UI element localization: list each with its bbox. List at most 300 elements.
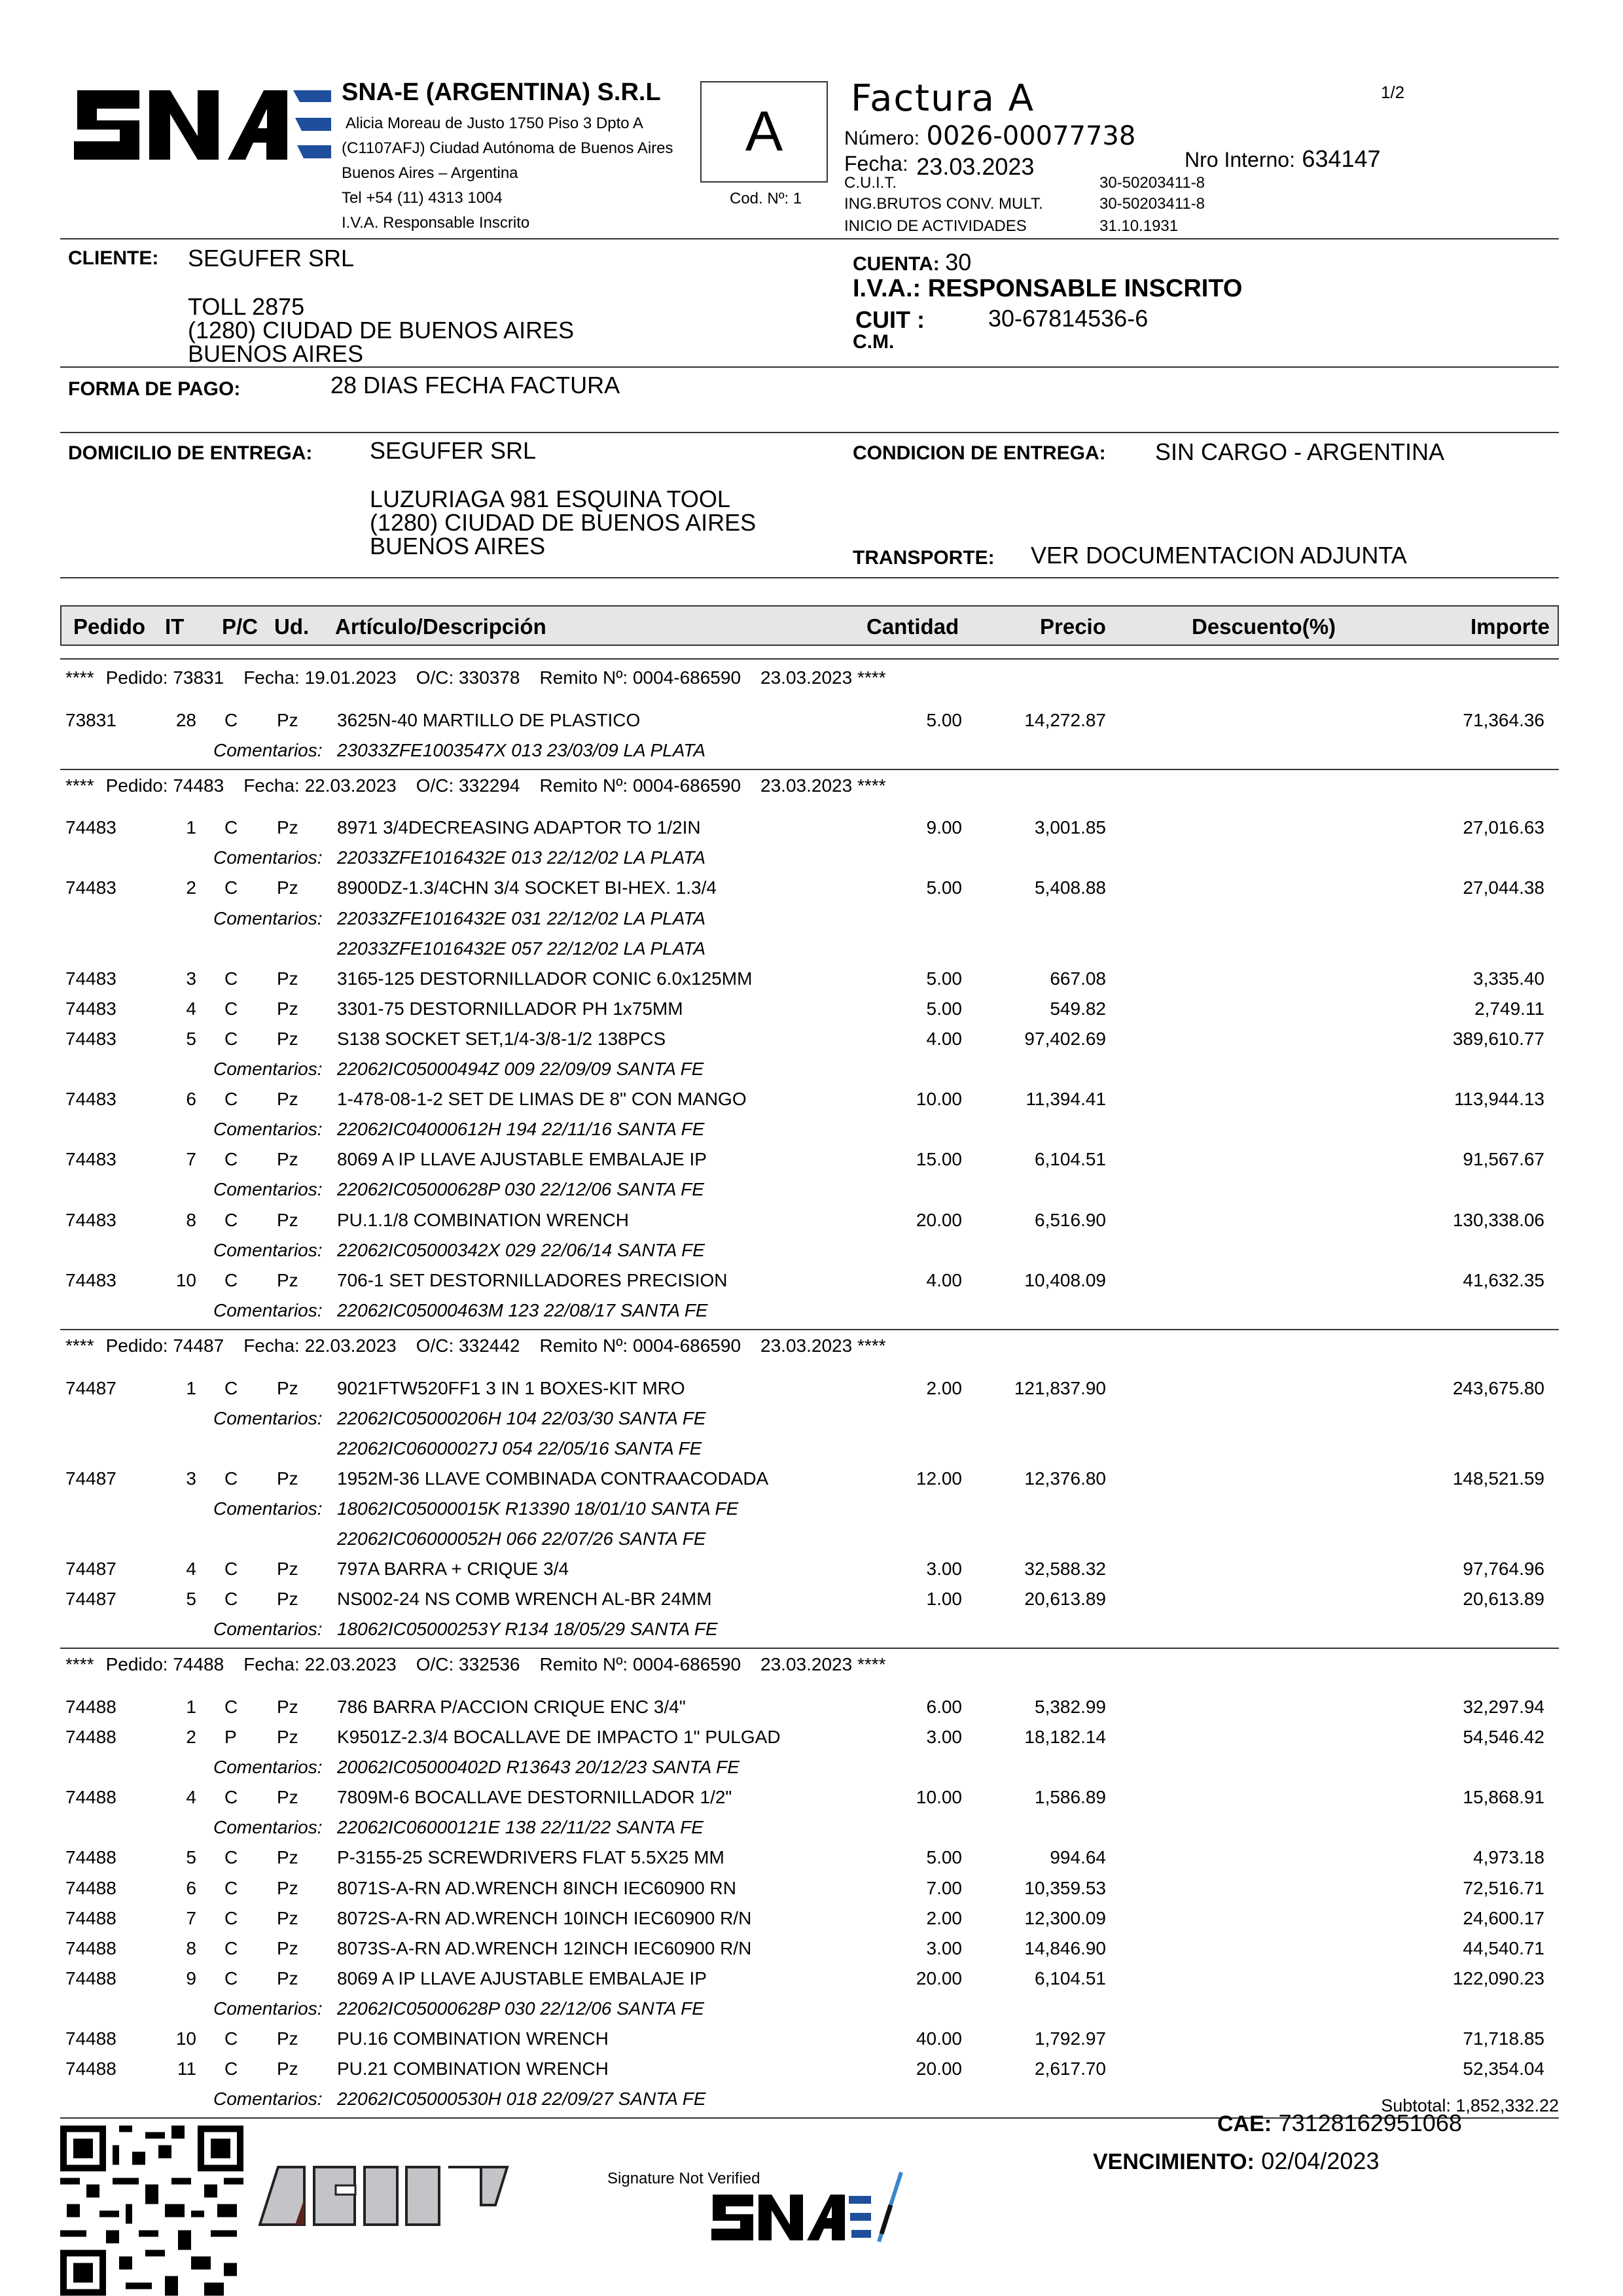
comment-text: 20062IC05000402D R13643 20/12/23 SANTA FE: [337, 1757, 740, 1778]
col-cantidad: Cantidad: [866, 614, 959, 639]
comment-label: Comentarios:: [213, 1119, 323, 1140]
comment-text: 22062IC06000052H 066 22/07/26 SANTA FE: [337, 1528, 706, 1549]
cell-pedido: 74483: [65, 1269, 116, 1290]
cell-precio: 18,182.14: [1024, 1727, 1106, 1748]
payment-label: FORMA DE PAGO:: [68, 378, 241, 400]
cuenta-row: [853, 249, 971, 276]
cell-importe: 113,944.13: [1454, 1089, 1544, 1110]
cell-descripcion: PU.16 COMBINATION WRENCH: [337, 2028, 609, 2049]
comment-text: 22033ZFE1016432E 013 22/12/02 LA PLATA: [337, 847, 706, 868]
company-address-1: Alicia Moreau de Justo 1750 Piso 3 Dpto A: [346, 115, 643, 132]
cell-descripcion: PU.1.1/8 COMBINATION WRENCH: [337, 1209, 629, 1230]
cell-importe: 97,764.96: [1463, 1559, 1544, 1580]
cell-pc: C: [224, 877, 238, 898]
invoice-number-label: Número:: [844, 128, 920, 149]
cell-cantidad: 4.00: [926, 1028, 962, 1049]
cell-pedido: 74487: [65, 1589, 116, 1610]
cell-it: 3: [186, 968, 196, 989]
cell-descripcion: PU.21 COMBINATION WRENCH: [337, 2058, 609, 2079]
cell-pedido: 74488: [65, 1968, 116, 1988]
comment-label: Comentarios:: [213, 847, 323, 868]
order-header-remito-date: 23.03.2023 ****: [760, 1335, 886, 1356]
comment-text: 22062IC06000121E 138 22/11/22 SANTA FE: [337, 1817, 704, 1838]
comment-row: [0, 908, 1623, 934]
comment-text: 22062IC05000463M 123 22/08/17 SANTA FE: [337, 1299, 708, 1320]
comment-row: [0, 1998, 1623, 2024]
cell-ud: Pz: [277, 1468, 298, 1489]
client-name: SEGUFER SRL: [188, 245, 355, 272]
cell-precio: 12,300.09: [1024, 1907, 1106, 1928]
comment-label: Comentarios:: [213, 1299, 323, 1320]
company-address-2: (C1107AFJ) Ciudad Autónoma de Buenos Aires: [342, 139, 673, 157]
delivery-condition-label: CONDICION DE ENTREGA:: [853, 442, 1106, 464]
comment-row: [0, 1179, 1623, 1205]
comment-row: [0, 847, 1623, 874]
cell-it: 7: [186, 1149, 196, 1170]
client-address-3: BUENOS AIRES: [188, 340, 364, 367]
cell-precio: 20,613.89: [1024, 1589, 1106, 1610]
order-header-remito: Remito Nº: 0004-686590: [539, 775, 741, 796]
cell-ud: Pz: [277, 1696, 298, 1717]
cell-it: 8: [186, 1209, 196, 1230]
order-header-stars: ****: [65, 1335, 94, 1356]
table-row: [0, 998, 1623, 1025]
cell-precio: 10,408.09: [1024, 1269, 1106, 1290]
cell-precio: 6,104.51: [1035, 1968, 1106, 1988]
table-row: [0, 1968, 1623, 1994]
client-address-1: TOLL 2875: [188, 293, 305, 320]
delivery-address-3: BUENOS AIRES: [370, 533, 546, 559]
comment-label: Comentarios:: [213, 1407, 323, 1428]
table-row: [0, 1559, 1623, 1585]
order-header-stars: ****: [65, 1654, 94, 1675]
order-header-remito: Remito Nº: 0004-686590: [539, 1335, 741, 1356]
delivery-name: SEGUFER SRL: [370, 437, 537, 464]
order-header-fecha: Fecha: 19.01.2023: [243, 667, 397, 688]
comment-label: Comentarios:: [213, 1179, 323, 1200]
cell-pc: C: [224, 1028, 238, 1049]
col-pc: P/C: [222, 614, 259, 639]
cell-it: 1: [186, 1377, 196, 1398]
cell-ud: Pz: [277, 1937, 298, 1958]
cell-importe: 27,044.38: [1463, 877, 1544, 898]
cell-descripcion: P-3155-25 SCREWDRIVERS FLAT 5.5X25 MM: [337, 1847, 724, 1868]
cae-label: CAE:: [1217, 2111, 1272, 2136]
comment-text: 22033ZFE1016432E 057 22/12/02 LA PLATA: [337, 938, 706, 959]
comment-text: 22062IC06000027J 054 22/05/16 SANTA FE: [337, 1438, 702, 1458]
cell-importe: 41,632.35: [1463, 1269, 1544, 1290]
cell-pedido: 74483: [65, 1149, 116, 1170]
cell-ud: Pz: [277, 1589, 298, 1610]
comment-label: Comentarios:: [213, 908, 323, 928]
cell-pc: P: [224, 1727, 237, 1748]
company-name: SNA-E (ARGENTINA) S.R.L: [342, 79, 661, 106]
cell-cantidad: 15.00: [916, 1149, 962, 1170]
cell-descripcion: 8069 A IP LLAVE AJUSTABLE EMBALAJE IP: [337, 1968, 707, 1988]
sna-logo: [71, 77, 332, 169]
vencimiento-value: 02/04/2023: [1261, 2147, 1380, 2174]
cell-pedido: 74488: [65, 2028, 116, 2049]
client-cuit-label: CUIT :: [855, 306, 925, 333]
comment-row: [0, 740, 1623, 766]
cell-it: 11: [177, 2058, 196, 2079]
comment-label: Comentarios:: [213, 1619, 323, 1640]
cell-pedido: 74487: [65, 1468, 116, 1489]
comment-text: 22062IC05000342X 029 22/06/14 SANTA FE: [337, 1239, 705, 1260]
col-precio: Precio: [1040, 614, 1106, 639]
vencimiento-label: VENCIMIENTO:: [1093, 2149, 1255, 2174]
divider: [60, 432, 1559, 433]
order-header: [65, 667, 906, 688]
comment-text: 22062IC05000628P 030 22/12/06 SANTA FE: [337, 1998, 704, 2019]
cell-importe: 243,675.80: [1452, 1377, 1544, 1398]
cell-importe: 54,546.42: [1463, 1727, 1544, 1748]
cell-pedido: 74488: [65, 1696, 116, 1717]
cell-precio: 994.64: [1050, 1847, 1106, 1868]
cell-descripcion: 797A BARRA + CRIQUE 3/4: [337, 1559, 569, 1580]
cell-precio: 11,394.41: [1026, 1089, 1106, 1110]
table-row: [0, 1727, 1623, 1753]
cuenta-label: CUENTA:: [853, 253, 940, 275]
invoice-code: Cod. Nº: 1: [730, 190, 802, 207]
cell-pc: C: [224, 1089, 238, 1110]
cell-ud: Pz: [277, 1377, 298, 1398]
cell-it: 10: [175, 2028, 196, 2049]
cuit-value: 30-50203411-8: [1099, 174, 1205, 192]
cell-importe: 3,335.40: [1473, 968, 1544, 989]
col-ud: Ud.: [274, 614, 310, 639]
comment-row: [0, 1757, 1623, 1783]
cell-descripcion: 8900DZ-1.3/4CHN 3/4 SOCKET BI-HEX. 1.3/4: [337, 877, 717, 898]
cell-precio: 6,516.90: [1035, 1209, 1106, 1230]
table-row: [0, 968, 1623, 995]
cell-cantidad: 20.00: [916, 2058, 962, 2079]
cell-pedido: 74488: [65, 1937, 116, 1958]
cell-pc: C: [224, 817, 238, 838]
table-row: [0, 2028, 1623, 2055]
cell-ud: Pz: [277, 709, 298, 730]
afip-logo: [259, 2166, 514, 2231]
cell-it: 2: [186, 877, 196, 898]
table-header: [60, 605, 1559, 646]
table-row: [0, 1149, 1623, 1175]
comment-row: [0, 1240, 1623, 1266]
cell-cantidad: 12.00: [916, 1468, 962, 1489]
cell-ud: Pz: [277, 877, 298, 898]
invoice-number-row: [844, 121, 1135, 151]
delivery-address-1: LUZURIAGA 981 ESQUINA TOOL: [370, 486, 730, 512]
cell-precio: 1,792.97: [1035, 2028, 1106, 2049]
cell-cantidad: 7.00: [926, 1877, 962, 1898]
client-address-2: (1280) CIUDAD DE BUENOS AIRES: [188, 317, 575, 344]
cell-importe: 72,516.71: [1463, 1877, 1544, 1898]
cell-importe: 15,868.91: [1463, 1787, 1544, 1808]
cell-precio: 1,586.89: [1035, 1787, 1106, 1808]
cell-precio: 14,846.90: [1024, 1937, 1106, 1958]
cell-cantidad: 9.00: [926, 817, 962, 838]
comment-text: 22062IC05000494Z 009 22/09/09 SANTA FE: [337, 1059, 704, 1080]
ingbrutos-value: 30-50203411-8: [1099, 195, 1205, 213]
cell-ud: Pz: [277, 1727, 298, 1748]
cell-descripcion: 8069 A IP LLAVE AJUSTABLE EMBALAJE IP: [337, 1149, 707, 1170]
cell-cantidad: 40.00: [916, 2028, 962, 2049]
comment-row: [0, 1438, 1623, 1464]
company-address-3: Buenos Aires – Argentina: [342, 164, 518, 182]
cell-descripcion: 8971 3/4DECREASING ADAPTOR TO 1/2IN: [337, 817, 701, 838]
company-phone: Tel +54 (11) 4313 1004: [342, 189, 503, 207]
cell-importe: 24,600.17: [1463, 1907, 1544, 1928]
cell-it: 4: [186, 998, 196, 1019]
cell-precio: 32,588.32: [1024, 1559, 1106, 1580]
table-row: [0, 1847, 1623, 1873]
cell-importe: 71,364.36: [1463, 709, 1544, 730]
cell-it: 5: [186, 1589, 196, 1610]
cell-pc: C: [224, 1209, 238, 1230]
subtotal: Subtotal: 1,852,332.22: [1381, 2096, 1559, 2115]
signature-status: Signature Not Verified: [607, 2170, 760, 2187]
cell-ud: Pz: [277, 1847, 298, 1868]
cell-it: 5: [186, 1028, 196, 1049]
cell-pedido: 74483: [65, 1209, 116, 1230]
cell-pc: C: [224, 1468, 238, 1489]
invoice-date: 23.03.2023: [916, 153, 1035, 180]
cell-precio: 121,837.90: [1014, 1377, 1106, 1398]
table-row: [0, 1029, 1623, 1055]
cell-pc: C: [224, 968, 238, 989]
cell-importe: 91,567.67: [1463, 1149, 1544, 1170]
client-iva-row: [853, 275, 1242, 303]
invoice-date-row: [844, 149, 1035, 180]
order-header-fecha: Fecha: 22.03.2023: [243, 1654, 397, 1675]
comment-row: [0, 1528, 1623, 1555]
cell-pedido: 74488: [65, 1847, 116, 1868]
invoice-date-label: Fecha:: [844, 152, 908, 175]
cell-pedido: 74483: [65, 968, 116, 989]
order-header: [65, 1654, 906, 1675]
cell-pc: C: [224, 709, 238, 730]
cell-ud: Pz: [277, 1089, 298, 1110]
cell-descripcion: 1952M-36 LLAVE COMBINADA CONTRAACODADA: [337, 1468, 769, 1489]
comment-text: 18062IC05000015K R13390 18/01/10 SANTA FE: [337, 1498, 739, 1519]
cell-precio: 6,104.51: [1035, 1149, 1106, 1170]
table-row: [0, 1697, 1623, 1723]
comment-label: Comentarios:: [213, 1059, 323, 1080]
comment-row: [0, 1817, 1623, 1843]
table-row: [0, 1270, 1623, 1296]
table-row: [0, 817, 1623, 843]
cell-importe: 44,540.71: [1463, 1937, 1544, 1958]
order-header-fecha: Fecha: 22.03.2023: [243, 775, 397, 796]
cell-importe: 71,718.85: [1463, 2028, 1544, 2049]
cell-precio: 12,376.80: [1024, 1468, 1106, 1489]
cell-pedido: 74488: [65, 1907, 116, 1928]
delivery-address-2: (1280) CIUDAD DE BUENOS AIRES: [370, 509, 757, 536]
cell-precio: 2,617.70: [1035, 2058, 1106, 2079]
delivery-condition-value: SIN CARGO - ARGENTINA: [1155, 438, 1445, 465]
cell-descripcion: 786 BARRA P/ACCION CRIQUE ENC 3/4": [337, 1696, 686, 1717]
cell-importe: 2,749.11: [1474, 998, 1544, 1019]
cell-cantidad: 5.00: [926, 709, 962, 730]
col-descripcion: Artículo/Descripción: [335, 614, 546, 639]
order-header-oc: O/C: 332442: [416, 1335, 520, 1356]
cell-it: 6: [186, 1089, 196, 1110]
cell-descripcion: 8071S-A-RN AD.WRENCH 8INCH IEC60900 RN: [337, 1877, 736, 1898]
cell-ud: Pz: [277, 1209, 298, 1230]
table-row: [0, 1878, 1623, 1904]
comment-row: [0, 1059, 1623, 1085]
vencimiento-row: [1093, 2147, 1379, 2175]
cell-descripcion: 9021FTW520FF1 3 IN 1 BOXES-KIT MRO: [337, 1377, 685, 1398]
cell-cantidad: 6.00: [926, 1696, 962, 1717]
nro-interno: 634147: [1302, 145, 1381, 172]
comment-row: [0, 1498, 1623, 1525]
cell-pc: C: [224, 1847, 238, 1868]
comment-text: 22062IC05000206H 104 22/03/30 SANTA FE: [337, 1407, 706, 1428]
cell-it: 8: [186, 1937, 196, 1958]
table-row: [0, 1210, 1623, 1236]
payment-value: 28 DIAS FECHA FACTURA: [330, 372, 620, 398]
comment-text: 22062IC05000530H 018 22/09/27 SANTA FE: [337, 2089, 706, 2110]
cell-ud: Pz: [277, 1149, 298, 1170]
cell-ud: Pz: [277, 1559, 298, 1580]
divider: [60, 577, 1559, 578]
invoice-number: 0026-00077738: [926, 121, 1136, 151]
page-indicator: 1/2: [1381, 82, 1405, 102]
comment-text: 22033ZFE1016432E 031 22/12/02 LA PLATA: [337, 908, 706, 928]
nro-interno-row: [1185, 145, 1381, 173]
cell-ud: Pz: [277, 968, 298, 989]
cell-cantidad: 2.00: [926, 1377, 962, 1398]
comment-label: Comentarios:: [213, 1498, 323, 1519]
divider: [60, 1648, 1559, 1649]
cell-cantidad: 5.00: [926, 877, 962, 898]
cell-ud: Pz: [277, 2028, 298, 2049]
cell-pc: C: [224, 1937, 238, 1958]
comment-text: 23033ZFE1003547X 013 23/03/09 LA PLATA: [337, 739, 706, 760]
client-cm-label: C.M.: [853, 331, 895, 353]
order-header-pedido: Pedido: 74487: [105, 1335, 224, 1356]
cell-it: 6: [186, 1877, 196, 1898]
inicio-actividades-value: 31.10.1931: [1099, 217, 1179, 235]
cell-pc: C: [224, 1559, 238, 1580]
client-iva-label: I.V.A.:: [853, 275, 921, 302]
cell-cantidad: 20.00: [916, 1968, 962, 1988]
cell-importe: 20,613.89: [1463, 1589, 1544, 1610]
cell-descripcion: K9501Z-2.3/4 BOCALLAVE DE IMPACTO 1" PULGAD: [337, 1727, 781, 1748]
cell-it: 3: [186, 1468, 196, 1489]
cell-cantidad: 20.00: [916, 1209, 962, 1230]
cell-cantidad: 3.00: [926, 1559, 962, 1580]
order-header-remito-date: 23.03.2023 ****: [760, 667, 886, 688]
cell-pedido: 74488: [65, 1877, 116, 1898]
cell-ud: Pz: [277, 1028, 298, 1049]
cell-descripcion: 8073S-A-RN AD.WRENCH 12INCH IEC60900 R/N: [337, 1937, 752, 1958]
cell-pedido: 74483: [65, 817, 116, 838]
cell-pc: C: [224, 1877, 238, 1898]
cell-descripcion: 706-1 SET DESTORNILLADORES PRECISION: [337, 1269, 728, 1290]
cell-cantidad: 3.00: [926, 1937, 962, 1958]
client-cuit-value: 30-67814536-6: [988, 305, 1149, 332]
table-row: [0, 1589, 1623, 1615]
nro-interno-label: Nro Interno:: [1185, 148, 1295, 171]
table-row: [0, 1468, 1623, 1494]
divider: [60, 366, 1559, 368]
cell-precio: 5,408.88: [1035, 877, 1106, 898]
cuit-label: C.U.I.T.: [844, 174, 897, 192]
col-importe: Importe: [1470, 614, 1550, 639]
qr-code-icon: [60, 2125, 243, 2296]
table-row: [0, 710, 1623, 736]
divider: [60, 1329, 1559, 1330]
order-header-pedido: Pedido: 74488: [105, 1654, 224, 1675]
inicio-actividades-label: INICIO DE ACTIVIDADES: [844, 217, 1027, 235]
cell-ud: Pz: [277, 1877, 298, 1898]
cell-cantidad: 3.00: [926, 1727, 962, 1748]
cell-it: 7: [186, 1907, 196, 1928]
cell-pedido: 74487: [65, 1559, 116, 1580]
transport-label: TRANSPORTE:: [853, 547, 995, 569]
divider: [60, 238, 1559, 239]
cell-pedido: 74488: [65, 1787, 116, 1808]
cell-importe: 52,354.04: [1463, 2058, 1544, 2079]
divider: [60, 658, 1559, 660]
cell-pc: C: [224, 1269, 238, 1290]
cell-descripcion: 3625N-40 MARTILLO DE PLASTICO: [337, 709, 641, 730]
order-header: [65, 775, 906, 796]
cell-it: 28: [175, 709, 196, 730]
comment-label: Comentarios:: [213, 1239, 323, 1260]
cell-pc: C: [224, 1696, 238, 1717]
company-iva: I.V.A. Responsable Inscrito: [342, 214, 530, 232]
cell-cantidad: 5.00: [926, 998, 962, 1019]
order-header-oc: O/C: 332294: [416, 775, 520, 796]
cell-pedido: 74483: [65, 998, 116, 1019]
cell-precio: 10,359.53: [1024, 1877, 1106, 1898]
col-pedido: Pedido: [73, 614, 146, 639]
table-row: [0, 1089, 1623, 1115]
order-header-remito: Remito Nº: 0004-686590: [539, 667, 741, 688]
comment-label: Comentarios:: [213, 1757, 323, 1778]
cell-cantidad: 5.00: [926, 968, 962, 989]
cell-importe: 148,521.59: [1452, 1468, 1544, 1489]
cell-pc: C: [224, 1377, 238, 1398]
cell-precio: 549.82: [1050, 998, 1106, 1019]
comment-text: 22062IC05000628P 030 22/12/06 SANTA FE: [337, 1179, 704, 1200]
cell-importe: 27,016.63: [1463, 817, 1544, 838]
cell-precio: 5,382.99: [1035, 1696, 1106, 1717]
cell-pc: C: [224, 1149, 238, 1170]
cuenta-value: 30: [945, 249, 972, 275]
cell-importe: 130,338.06: [1452, 1209, 1544, 1230]
cell-cantidad: 1.00: [926, 1589, 962, 1610]
comment-text: 22062IC04000612H 194 22/11/16 SANTA FE: [337, 1119, 705, 1140]
divider: [60, 769, 1559, 770]
cell-precio: 667.08: [1050, 968, 1106, 989]
cell-it: 4: [186, 1787, 196, 1808]
cell-cantidad: 4.00: [926, 1269, 962, 1290]
cell-ud: Pz: [277, 817, 298, 838]
comment-row: [0, 938, 1623, 964]
col-it: IT: [165, 614, 185, 639]
col-descuento: Descuento(%): [1192, 614, 1336, 639]
order-header-pedido: Pedido: 74483: [105, 775, 224, 796]
cell-it: 9: [186, 1968, 196, 1988]
cell-precio: 3,001.85: [1035, 817, 1106, 838]
comment-row: [0, 1300, 1623, 1326]
cell-ud: Pz: [277, 1968, 298, 1988]
cae-value: 73128162951068: [1278, 2110, 1462, 2136]
order-header: [65, 1335, 906, 1356]
